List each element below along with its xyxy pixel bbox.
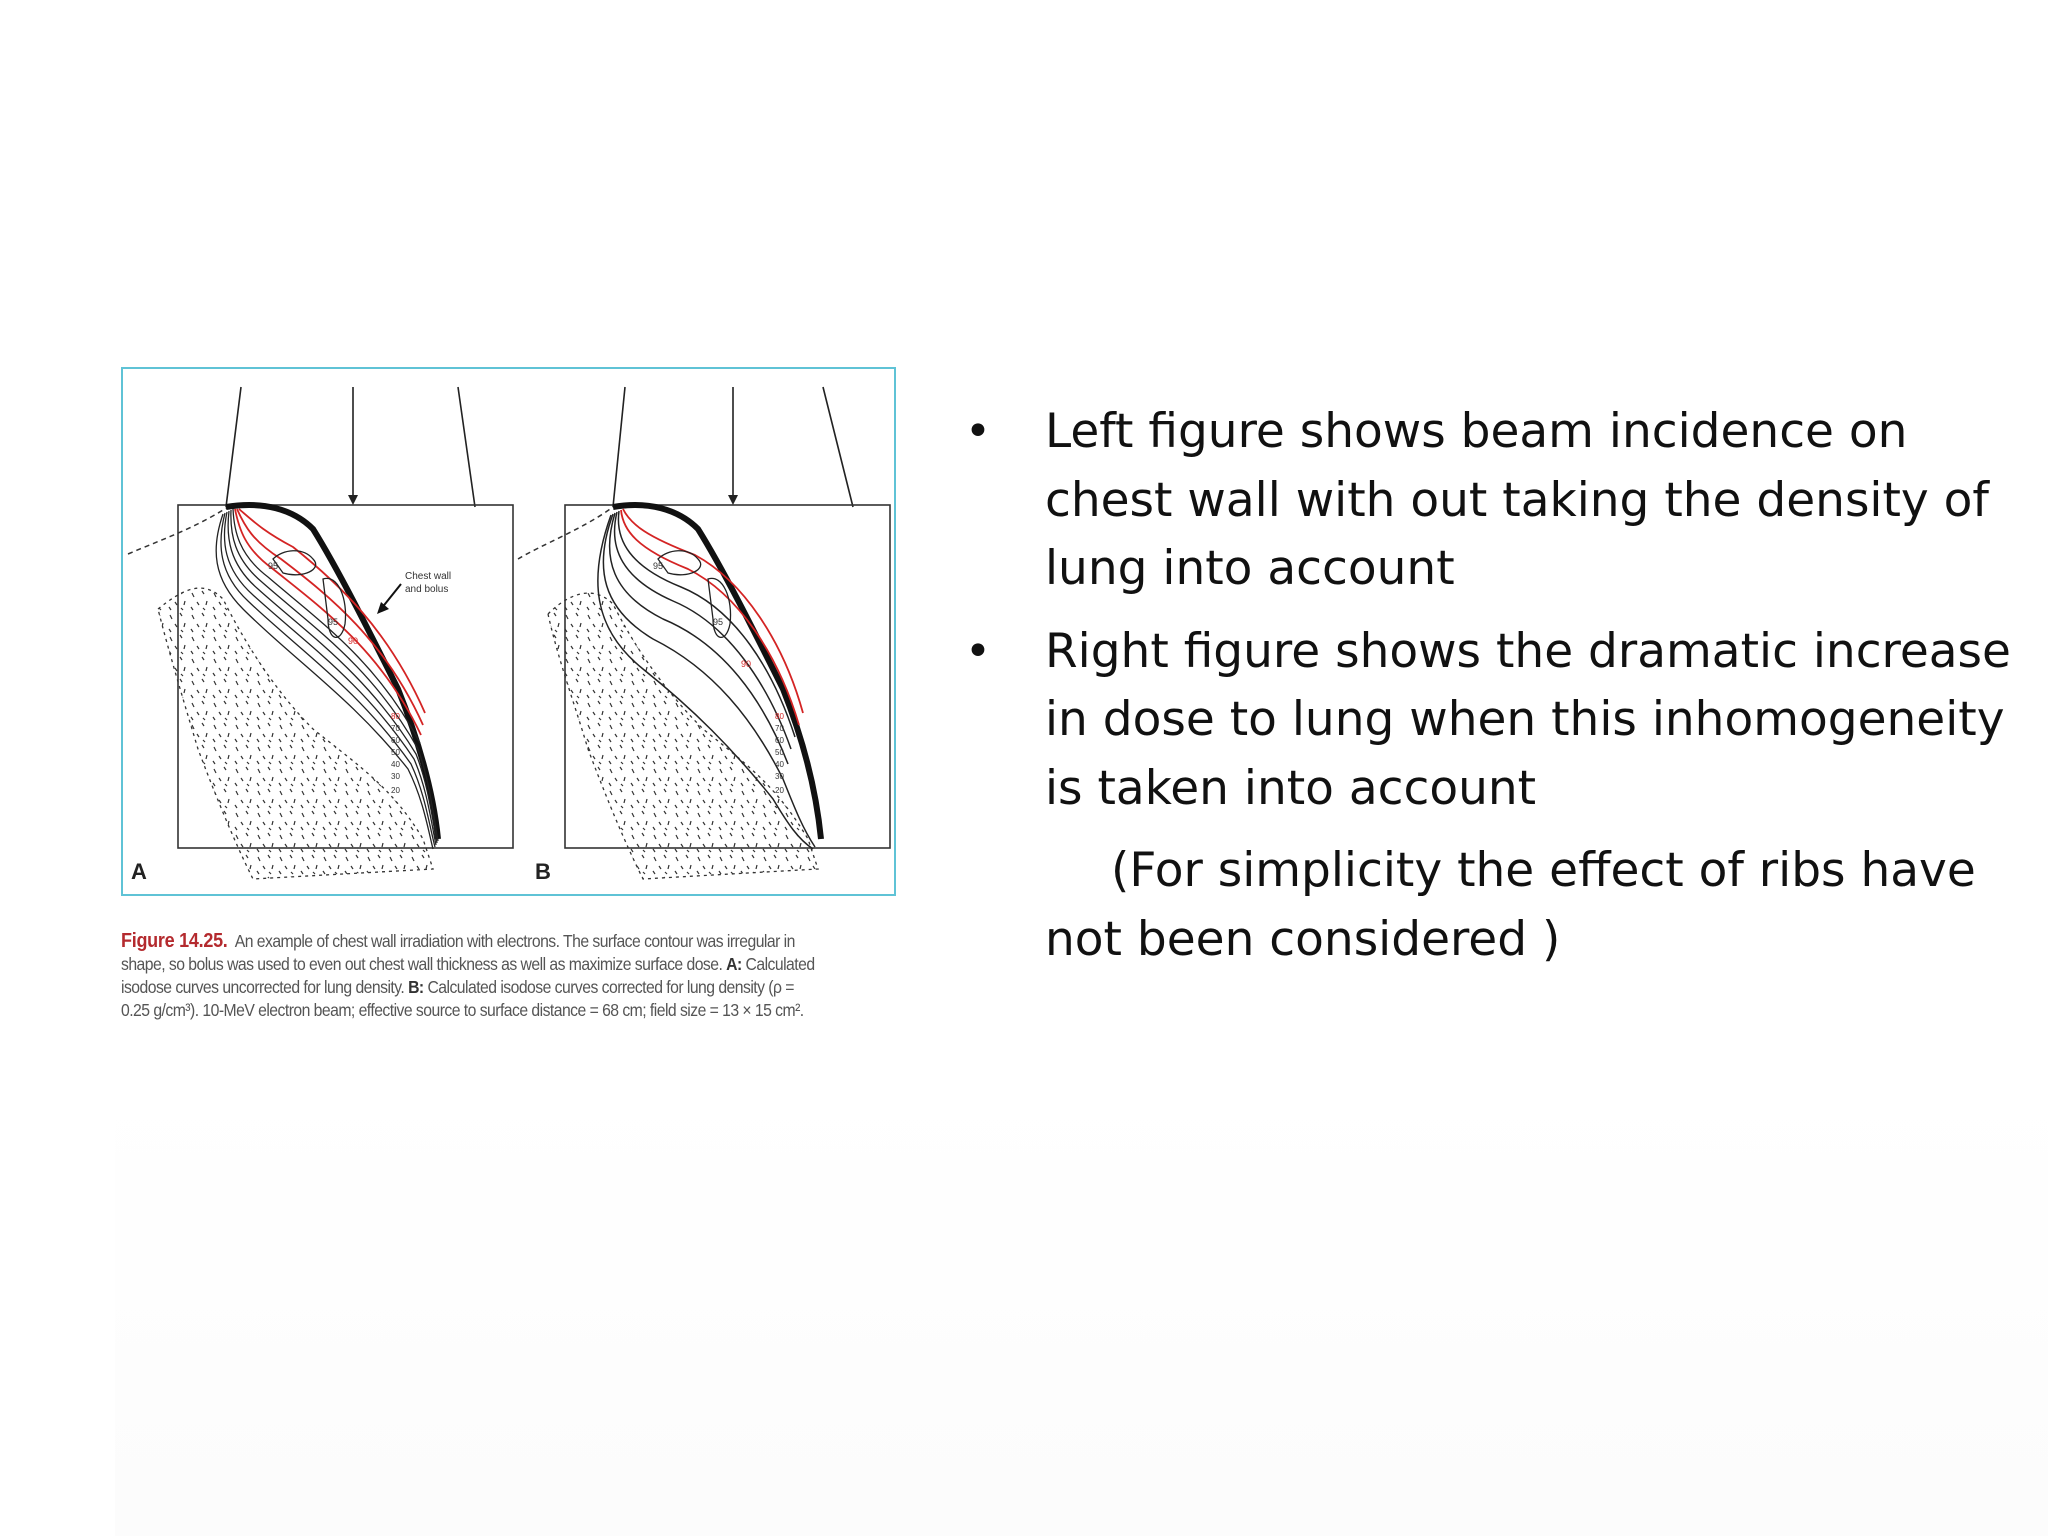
isodose-diagram [123,369,894,894]
isodose-label: 40 [775,760,784,769]
isodose-label: 90 [741,659,752,669]
background-shade [115,1080,2048,1536]
isodose-label: 95 [328,617,339,627]
isodose-label: 95 [268,561,279,571]
panel-a [128,387,513,884]
isodose-label: 90 [348,636,359,646]
caption-text-3: Calculated isodose curves corrected for lung density (ρ = 0.25 g/cm³). 10-MeV electron beam; effective source to surface distance = 68 cm; field size = 13 × 15 cm². [121,977,804,1020]
panel-a-label: A [131,859,147,884]
isodose-label: 80 [391,712,400,721]
caption-b-label: B: [408,977,424,997]
isodose-label: 60 [391,736,400,745]
isodose-label: 60 [775,736,784,745]
isodose-label: 20 [391,786,400,795]
annotation-chest-wall: Chest wall [405,571,452,582]
caption-figure-label: Figure 14.25. [121,930,228,952]
isodose-label: 95 [653,561,664,571]
isodose-label: 30 [391,772,400,781]
caption-text-2: Calculated isodose curves uncorrected for lung density. [121,954,815,997]
caption-a-label: A: [726,954,742,974]
bullet-item [965,398,2025,604]
bullet-icon: • [965,406,991,457]
isodose-figure [121,367,896,896]
isodose-label: 95 [713,617,724,627]
isodose-label: 50 [775,748,784,757]
isodose-label: 80 [775,712,784,721]
isodose-label: 70 [775,724,784,733]
note-text: (For simplicity the effect of ribs have not been considered ) [1045,843,1976,967]
bullet-icon: • [965,625,991,677]
isodose-label: 20 [775,786,784,795]
bullet-list [965,398,2025,974]
panel-b [518,387,890,884]
bullet-item [965,618,2025,824]
panel-b-label: B [535,859,551,884]
bullet-text: Right figure shows the dramatic increase in dose to lung when this inhomogeneity is taken into account [1045,623,2011,816]
isodose-label: 50 [391,748,400,757]
annotation-and-bolus: and bolus [405,584,449,595]
isodose-label: 70 [391,724,400,733]
caption-text-1: An example of chest wall irradiation with electrons. The surface contour was irregular in shape, so bolus was used to even out chest wall thickness as well as maximize surface dose. [121,931,795,974]
isodose-label: 40 [391,760,400,769]
figure-caption [121,930,823,1022]
isodose-label: 30 [775,772,784,781]
bullet-text: Left figure shows beam incidence on chest wall with out taking the density of lung into account [1045,404,1989,596]
